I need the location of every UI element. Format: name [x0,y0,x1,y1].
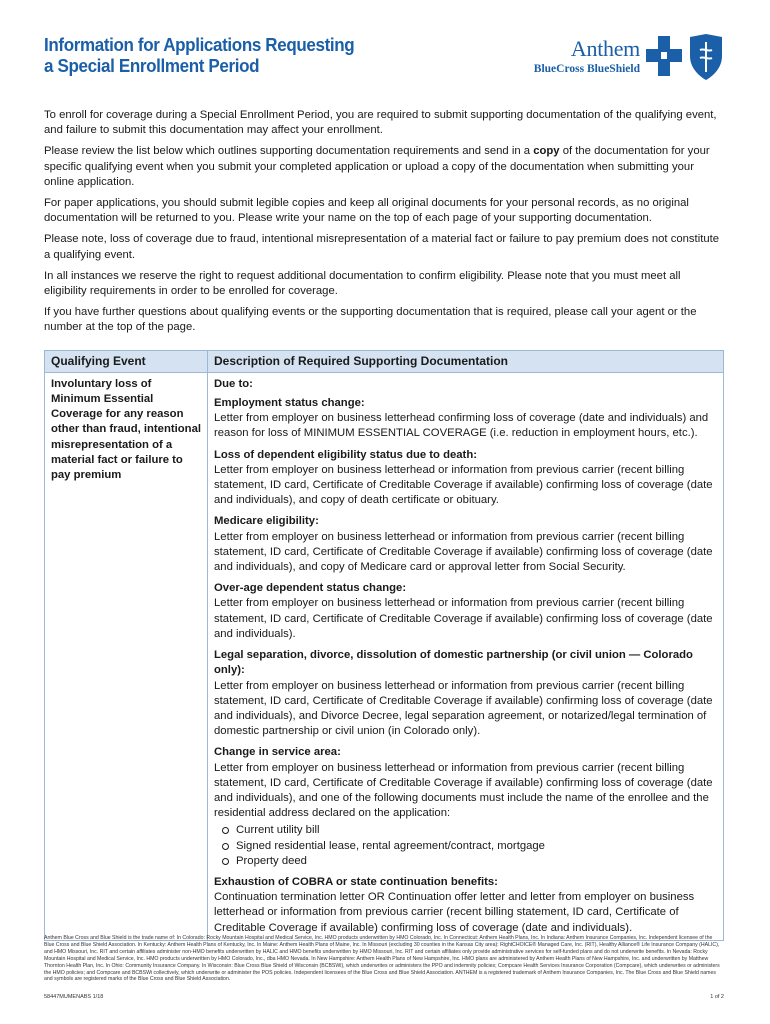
due-to-label: Due to: [214,377,253,390]
anthem-logo [524,34,724,84]
description-cell [208,372,724,940]
logo-wordmark: Anthem [570,36,640,61]
list-item-label: Signed residential lease, rental agreement/contract, mortgage [236,839,545,852]
intro-paragraph-6: If you have further questions about qualifying events or the supporting documentation that is required, please call your agent or the number at the top of the page. [44,306,697,334]
circle-bullet-icon [222,843,229,850]
col-header-qualifying-event: Qualifying Event [45,350,208,372]
page-number: 1 of 2 [710,994,724,1000]
document-page [44,34,724,941]
intro-paragraph-5: In all instances we reserve the right to request additional documentation to confirm eligibility. Please note that you must meet all eligibility requirements in order to be enrolled for coverage. [44,269,681,298]
circle-bullet-icon [222,858,229,865]
section-heading: Over-age dependent status change: [214,582,407,595]
list-item-label: Property deed [236,854,307,867]
section-text: Letter from employer on business letterhead confirming loss of coverage (date and individuals) and reason for loss of MINIMUM ESSENTIAL COVERAGE (i.e. reduction in employment hours, etc.). [214,412,709,440]
section-text: Letter from employer on business letterhead or information from previous carrier (recent billing statement, ID card, Certificate of Creditable Coverage if available) confirming loss of coverage (date and individuals), and Divorce Decree, legal separation agreement, or notarized/legal termination of domestic partnership or civil union (in Colorado only). [214,679,713,738]
intro-text [44,108,724,336]
list-item-label: Current utility bill [236,824,320,837]
section-heading: Loss of dependent eligibility status due to death: [214,448,477,461]
title-line-1: Information for Applications Requesting [44,34,355,55]
title-line-2: a Special Enrollment Period [44,55,260,76]
list-item [220,854,717,869]
list-item [220,839,717,854]
intro-paragraph-1: To enroll for coverage during a Special Enrollment Period, you are required to submit supporting documentation of the qualifying event, and failure to submit this documentation may affect your enrollment. [44,109,717,137]
logo-subtitle: BlueCross BlueShield [533,63,640,75]
qualifying-event-cell: Involuntary loss of Minimum Essential Coverage for any reason other than fraud, intentional misrepresentation of a material fact or failure to pay premium [45,372,208,940]
section-text: Letter from employer on business letterhead or information from previous carrier (recent billing statement, ID card, Certificate of Creditable Coverage if available) confirming loss of coverage (date and individuals), and copy of death certificate or obituary. [214,463,713,507]
page-title [44,34,394,76]
requirements-table [44,350,724,941]
page-header [44,34,724,90]
section-heading: Legal separation, divorce, dissolution of domestic partnership (or civil union — Colorado only): [214,649,693,677]
document-list [220,823,717,869]
section-text: Letter from employer on business letterhead or information from previous carrier (recent billing statement, ID card, Certificate of Creditable Coverage if available) confirming loss of coverage (date and individuals). [214,597,713,640]
table-header-row [45,350,724,372]
section-heading: Medicare eligibility: [214,515,319,528]
section-over-age-dependent [214,581,717,642]
section-dependent-death [214,448,717,509]
intro-paragraph-3: For paper applications, you should submit legible copies and keep all original documents for your personal records, as no original documentation will be returned to you. Please write your name on the top of each page of your supporting documentation. [44,197,689,225]
section-legal-separation [214,648,717,739]
emphasis-copy: copy [533,145,560,158]
col-header-description: Description of Required Supporting Documentation [208,350,724,372]
section-heading: Exhaustion of COBRA or state continuation benefits: [214,875,498,888]
section-text: Continuation termination letter OR Continuation offer letter and letter from employer on business letterhead or information from previous carrier (recent billing statement, ID card, Certificate of Creditable Coverage if available) confirming loss of coverage (date and individuals). [214,891,695,934]
legal-footer: Anthem Blue Cross and Blue Shield is the trade name of: In Colorado: Rocky Mountain Hospital and Medical Service, Inc. HMO products underwritten by HMO Colorado, Inc. In Connecticut: Anthem Health Plans, Inc. In Indiana: Anthem Insurance Companies, Inc. Independent licensee of the Blue Cross and Blue Shield Association. In Kentucky: Anthem Health Plans of Kentucky, Inc. In Maine: Anthem Health Plans of Maine, Inc. In Missouri (excluding 30 counties in the Kansas City area): RightCHOICE® Managed Care, Inc. (RIT), Healthy Alliance® Life Insurance Company (HALIC), and HMO Missouri, Inc. RIT and certain affiliates administer non-HMO benefits underwritten by HALIC and HMO benefits underwritten by HMO Missouri, Inc. RIT and certain affiliates only provide administrative services for self-funded plans and do not underwrite benefits. In Nevada: Rocky Mountain Hospital and Medical Service, Inc. HMO products underwritten by HMO Colorado, Inc., dba HMO Nevada. In New Hampshire: Anthem Health Plans of New Hampshire, Inc. HMO plans are administered by Anthem Health Plans of New Hampshire, Inc. and underwritten by Matthew Thornton Health Plan, Inc. In Ohio: Community Insurance Company. In Wisconsin: Blue Cross Blue Shield of Wisconsin (BCBSWi), which underwrites or administers the PPO and indemnity policies; Compcare Health Services Insurance Corporation (Compcare), which underwrites or administers the HMO policies; and Compcare and BCBSWi collectively, which underwrite or administer the POS policies. Independent licensees of the Blue Cross and Blue Shield Association. ANTHEM is a registered trademark of Anthem Insurance Companies, Inc. The Blue Cross and Blue Shield names and symbols are registered marks of the Blue Cross and Blue Shield Association. [44,935,720,983]
intro-paragraph-4: Please note, loss of coverage due to fraud, intentional misrepresentation of a material fact or failure to pay premium does not constitute a qualifying event. [44,233,720,261]
table-row [45,372,724,940]
section-heading: Change in service area: [214,746,341,759]
intro-paragraph-2: Please review the list below which outlines supporting documentation requirements and send in a copy of the documentation for your specific qualifying event when you submit your completed application or upload a copy of the documentation when submitting your online application. [44,145,710,188]
section-text: Letter from employer on business letterhead or information from previous carrier (recent billing statement, ID card, Certificate of Creditable Coverage if available) confirming loss of coverage (date and individuals), and copy of Medicare card or approval letter from Social Security. [214,530,713,574]
section-medicare [214,514,717,575]
section-text: Letter from employer on business letterhead or information from previous carrier (recent billing statement, ID card, Certificate of Creditable Coverage if available) confirming loss of coverage (date and individuals), and one of the following documents must include the name of the enrollee and the residential address declared on the application: [214,761,713,820]
blue-cross-blue-shield-icon [646,34,724,80]
section-heading: Employment status change: [214,397,365,410]
circle-bullet-icon [222,827,229,834]
section-employment-status [214,396,717,442]
list-item [220,823,717,838]
form-code: 58447MUMENABS 1/18 [44,994,104,1000]
section-cobra-exhaustion [214,875,717,936]
section-change-service-area [214,745,717,869]
